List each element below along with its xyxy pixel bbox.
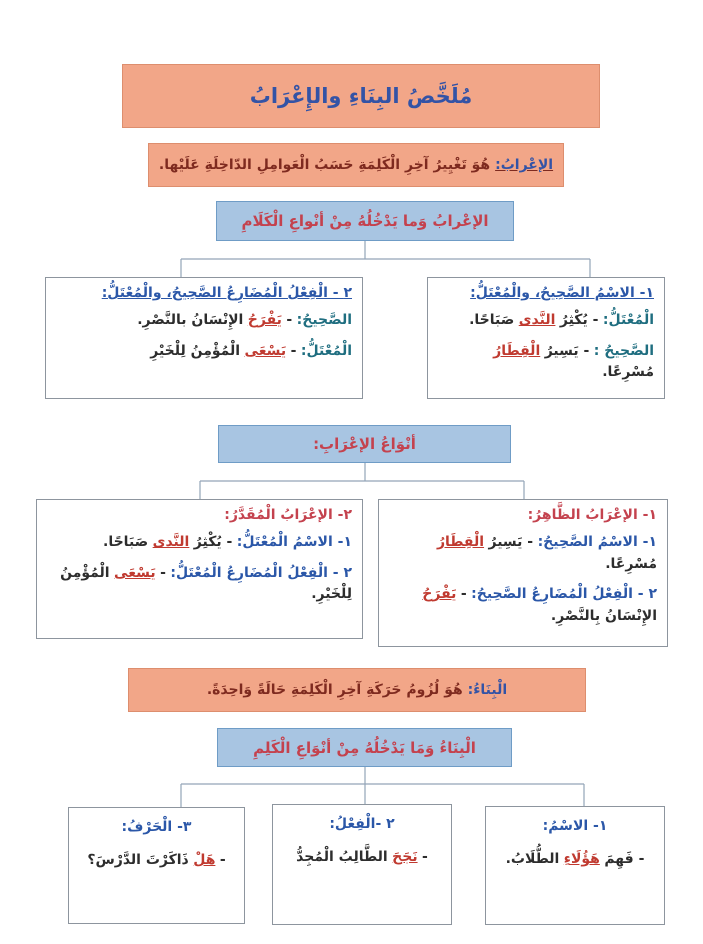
- example-line: [438, 310, 654, 332]
- example-text: مُسْرِعًا.: [605, 555, 657, 572]
- bina-verb-title: ٢ -الْفِعْلُ:: [329, 816, 395, 832]
- example-text: مُسْرِعًا.: [602, 364, 654, 381]
- apparent-irab-box: [378, 499, 668, 647]
- highlighted-word: النَّدى: [152, 534, 190, 550]
- example-text: -: [286, 312, 293, 328]
- bina-word-types-header-text: الْبِنَاءُ وَمَا يَدْخُلُهُ مِنْ أنْوَاعِ الْكَلِمِ: [253, 738, 476, 757]
- highlighted-word: يَفْرَحُ: [247, 312, 282, 328]
- example-text: - يُكْثِرُ: [559, 312, 599, 328]
- highlighted-word: هَلْ: [193, 852, 216, 868]
- term-label: الْمُعْتَلُّ:: [300, 342, 352, 359]
- example-text: الطُّلَابُ.: [505, 851, 560, 867]
- term-label: الصَّحِيحُ:: [296, 312, 352, 328]
- irab-word-types-header-text: الإعْرابُ وَما يَدْخُلُهُ مِنْ أنْواعِ الْكَلَامِ: [241, 212, 489, 230]
- term-label: الْمُعْتَلُّ:: [602, 312, 654, 328]
- example-text: - يَسِيرُ: [544, 342, 590, 359]
- verb-box-title: ٢ - الْفِعْلُ الْمُضَارِعُ الصَّحِيحُ، والْمُعْتَلُّ:: [101, 285, 352, 301]
- verb-sound-weak-box: [45, 277, 363, 399]
- irab-definition-box: [148, 143, 564, 187]
- term-label: ١- الاسْمُ الْمُعْتَلُّ:: [236, 534, 352, 550]
- bina-noun-box: [485, 806, 665, 925]
- example-line: [438, 341, 654, 384]
- example-text: -: [290, 342, 297, 359]
- irab-definition-text: هُوَ تَغْيِيرُ آخِرِ الْكَلِمَةِ حَسَبُ الْعَوامِلِ الدّاخِلَةِ عَلَيْها.: [158, 156, 491, 173]
- example-text: صَبَاحًا.: [469, 312, 515, 328]
- bina-noun-title: ١- الاسْمُ:: [542, 818, 608, 834]
- highlighted-word: يَسْعَى: [114, 564, 156, 581]
- example-line: [79, 849, 234, 871]
- example-text: -: [219, 852, 226, 868]
- page-title: [122, 64, 600, 128]
- irab-term: الإعْرابُ:: [495, 156, 554, 173]
- irab-types-header: [218, 425, 511, 463]
- highlighted-word: النَّدى: [518, 312, 556, 328]
- example-text: الطَّالِبُ الْمُجِدُّ: [296, 849, 388, 865]
- bina-particle-box: [68, 807, 245, 924]
- highlighted-word: الْقِطَارُ: [493, 342, 541, 359]
- example-text: الإِنْسَانُ بِالنَّصْرِ.: [550, 608, 657, 625]
- example-line: [56, 310, 352, 332]
- bina-word-types-header: [217, 728, 512, 767]
- example-text: ذَاكَرْتَ الدَّرْسَ؟: [87, 852, 189, 868]
- term-label: ٢ - الْفِعْلُ الْمُضَارِعُ الْمُعْتَلُّ:: [170, 564, 352, 581]
- bina-definition-text: هُوَ لُزُومُ حَرَكَةِ آخِرِ الْكَلِمَةِ حَالَةً وَاحِدَةً.: [206, 681, 463, 698]
- example-text: - يَسِيرُ: [488, 534, 534, 550]
- highlighted-word: نَجَحَ: [392, 849, 418, 865]
- bina-term: الْبِنَاءُ:: [467, 681, 508, 698]
- example-line: [47, 563, 352, 606]
- term-label: الصَّحِيحُ :: [593, 342, 654, 359]
- example-text: الْمُؤْمِنُ لِلْخَيْرِ: [150, 342, 241, 359]
- example-line: [496, 848, 654, 870]
- noun-sound-weak-box: [427, 277, 665, 399]
- term-label: ١- الاسْمُ الصَّحِيحُ:: [537, 534, 657, 550]
- highlighted-word: الْقِطَارُ: [436, 534, 485, 550]
- apparent-irab-title: ١- الإعْرَابُ الظَّاهِرُ:: [527, 507, 657, 523]
- example-line: [389, 584, 657, 627]
- example-text: الإِنْسَانُ بالنَّصْرِ.: [137, 312, 244, 328]
- example-text: -: [422, 849, 428, 865]
- example-text: - فَهِمَ: [604, 851, 645, 867]
- term-label: ٢ - الْفِعْلُ الْمُضَارِعُ الصَّحِيحُ:: [471, 586, 657, 603]
- irab-word-types-header: [216, 201, 514, 241]
- example-line: [389, 532, 657, 575]
- example-line: [56, 341, 352, 363]
- example-text: الْمُؤْمِنُ لِلْخَيْرِ.: [60, 564, 352, 603]
- bina-verb-box: [272, 804, 452, 925]
- example-line: [47, 532, 352, 554]
- example-text: -: [160, 564, 166, 581]
- example-line: [283, 846, 441, 868]
- highlighted-word: هَؤُلَاءِ: [563, 851, 600, 867]
- bina-particle-title: ٣- الْحَرْفُ:: [121, 819, 192, 835]
- irab-types-header-text: أنْوَاعُ الإعْرَابِ:: [313, 435, 416, 453]
- example-text: -: [460, 586, 467, 603]
- example-text: - يُكْثِرُ: [193, 534, 233, 550]
- highlighted-word: يَسْعَى: [244, 342, 287, 359]
- implied-irab-title: ٢- الإعْرَابُ الْمُقَدَّرُ:: [224, 507, 352, 523]
- noun-box-title: ١- الاسْمُ الصَّحِيحُ، والْمُعْتَلُّ:: [470, 285, 654, 301]
- page-title-text: مُلَخَّصُ البِنَاءِ والإِعْرَابُ: [249, 84, 473, 108]
- implied-irab-box: [36, 499, 363, 639]
- highlighted-word: يَفْرَحُ: [422, 586, 457, 603]
- bina-definition-box: [128, 668, 586, 712]
- example-text: صَبَاحًا.: [103, 534, 149, 550]
